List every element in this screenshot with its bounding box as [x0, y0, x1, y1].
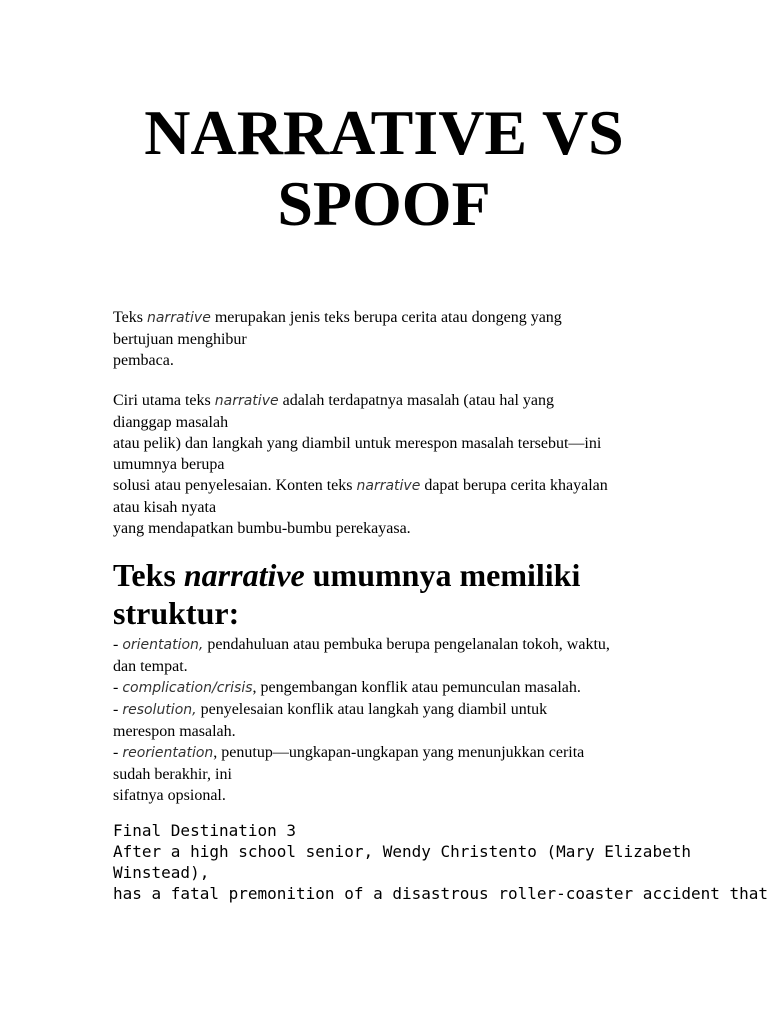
heading-line-2: struktur:	[113, 595, 240, 631]
list-dash: -	[113, 636, 123, 653]
intro-line-3: pembaca.	[113, 352, 174, 369]
example-line-2: Winstead),	[113, 863, 210, 882]
text-run: merupakan jenis teks berupa cerita atau dongeng yang	[210, 309, 562, 326]
list-item-reorientation-cont-2: sifatnya opsional.	[113, 787, 226, 804]
text-run: solusi atau penyelesaian. Konten teks	[113, 477, 357, 494]
list-dash: -	[113, 679, 123, 696]
text-run: , penutup—ungkapan-ungkapan yang menunjukkan cerita	[213, 744, 585, 761]
example-text	[113, 820, 768, 904]
list-item-orientation	[113, 634, 673, 656]
char-line-7: yang mendapatkan bumbu-bumbu perekayasa.	[113, 520, 411, 537]
list-item-reorientation	[113, 742, 673, 764]
example-line-1: After a high school senior, Wendy Christento (Mary Elizabeth	[113, 842, 691, 861]
text-run: Teks	[113, 309, 147, 326]
structure-list	[113, 634, 673, 806]
term-complication: complication/crisis	[122, 680, 253, 696]
char-line-5	[113, 475, 673, 497]
list-item-resolution-cont: merespon masalah.	[113, 723, 236, 740]
char-line-6: atau kisah nyata	[113, 499, 217, 516]
example-line-3: has a fatal premonition of a disastrous roller-coaster accident that	[113, 884, 768, 903]
list-item-orientation-cont: dan tempat.	[113, 658, 188, 675]
text-run: pendahuluan atau pembuka berupa pengelanalan tokoh, waktu,	[203, 636, 610, 653]
example-title: Final Destination 3	[113, 821, 297, 840]
char-line-2: dianggap masalah	[113, 414, 229, 431]
text-run: umumnya memiliki	[304, 557, 581, 593]
term-resolution: resolution,	[122, 702, 197, 718]
document-title-line-2: SPOOF	[277, 168, 491, 239]
term-narrative: narrative	[183, 557, 305, 593]
list-dash: -	[113, 744, 123, 761]
term-narrative: narrative	[356, 478, 421, 494]
char-line-1	[113, 390, 673, 412]
document-title-line-1: NARRATIVE VS	[144, 97, 624, 168]
char-line-3: atau pelik) dan langkah yang diambil untuk merespon masalah tersebut—ini	[113, 435, 602, 452]
term-narrative: narrative	[214, 393, 279, 409]
text-run: Ciri utama teks	[113, 392, 215, 409]
structure-heading	[113, 556, 580, 632]
text-run: adalah terdapatnya masalah (atau hal yang	[278, 392, 555, 409]
heading-line-1	[113, 556, 580, 594]
text-run: dapat berupa cerita khayalan	[420, 477, 608, 494]
text-run: Teks	[113, 557, 184, 593]
characteristics-paragraph	[113, 390, 673, 539]
intro-line-1	[113, 307, 673, 329]
list-item-resolution	[113, 699, 673, 721]
term-narrative: narrative	[146, 310, 211, 326]
list-dash: -	[113, 701, 123, 718]
text-run: penyelesaian konflik atau langkah yang diambil untuk	[196, 701, 548, 718]
list-item-complication	[113, 677, 673, 699]
list-item-reorientation-cont-1: sudah berakhir, ini	[113, 766, 232, 783]
char-line-4: umumnya berupa	[113, 456, 225, 473]
intro-paragraph	[113, 307, 673, 371]
text-run: , pengembangan konflik atau pemunculan masalah.	[252, 679, 581, 696]
intro-line-2: bertujuan menghibur	[113, 331, 247, 348]
term-orientation: orientation,	[122, 637, 204, 653]
term-reorientation: reorientation	[122, 745, 214, 761]
